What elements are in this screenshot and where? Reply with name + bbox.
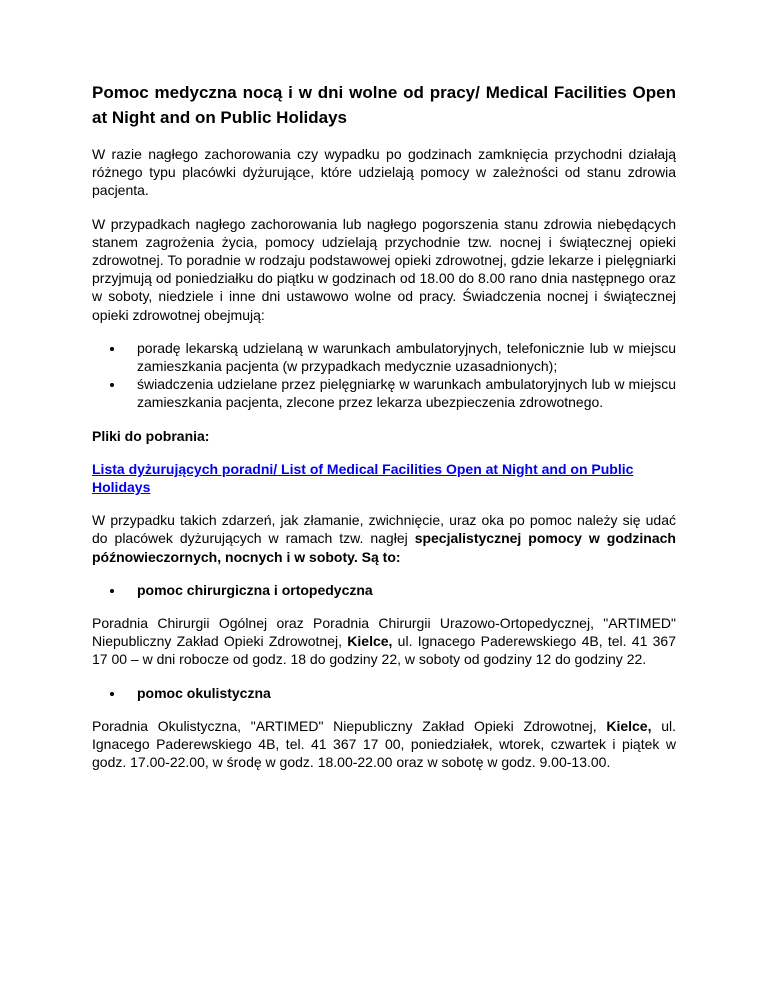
downloads-label: Pliki do pobrania: [92, 427, 210, 444]
page-title: Pomoc medyczna nocą i w dni wolne od pracy/ Medical Facilities Open at Night and on Public Holidays [92, 83, 676, 127]
surgery-paragraph [92, 614, 676, 669]
downloads-section [92, 427, 676, 445]
list-item: • świadczenia udzielane przez pielęgniarkę w warunkach ambulatoryjnych lub w miejscu zamieszkania pacjenta, zlecone przez lekarza ubezpieczenia zdrowotnego. [125, 375, 676, 411]
ophthalmology-text-a: Poradnia Okulistyczna, "ARTIMED" Niepubliczny Zakład Opieki Zdrowotnej, [92, 717, 607, 734]
intro-paragraph: W razie nagłego zachorowania czy wypadku po godzinach zamknięcia przychodni działają różnego typu placówki dyżurujące, które udzielają pomocy w zależności od stanu zdrowia pacjenta. [92, 146, 676, 199]
services-list [92, 339, 676, 412]
specialist-intro-bold: specjalistycznej pomocy w godzinach późnowieczornych, nocnych i w soboty. Są to: [92, 530, 676, 565]
ophthalmology-text-b: ul. Ignacego Paderewskiego 4B, tel. 41 367 17 00, poniedziałek, wtorek, czwartek i piątek w godz. 17.00-22.00, w środę w godz. 18.00-22.00 oraz w sobotę w godz. 9.00-13.00. [92, 717, 676, 771]
surgery-text-a: Poradnia Chirurgii Ogólnej oraz Poradnia Chirurgii Urazowo-Ortopedycznej, "ARTIMED" Niepubliczny Zakład Opieki Zdrowotnej, [92, 615, 676, 650]
ophthalmology-heading: • pomoc okulistyczna [125, 684, 676, 702]
ophthalmology-paragraph [92, 717, 676, 772]
surgery-text-b: ul. Ignacego Paderewskiego 4B, tel. 41 367 17 00 – w dni robocze od godz. 18 do godziny 22, w soboty od godziny 12 do godziny 22. [92, 633, 677, 668]
surgery-city: Kielce, [347, 633, 393, 650]
ophthalmology-heading-list [92, 684, 676, 702]
night-care-paragraph: W przypadkach nagłego zachorowania lub nagłego pogorszenia stanu zdrowia niebędących stanem zagrożenia życia, pomocy udzielają przychodnie tzw. nocnej i świątecznej opieki zdrowotnej. To poradnie w rodzaju podstawowej opieki zdrowotnej, gdzie lekarze i pielęgniarki przyjmują od poniedziałku do piątku w godzinach od 18.00 do 8.00 rano dnia następnego oraz w soboty, niedziele i inne dni ustawowo wolne od pracy. Świadczenia nocnej i świątecznej opieki zdrowotnej obejmują: [92, 215, 676, 323]
download-list-link[interactable]: Lista dyżurujących poradni/ List of Medical Facilities Open at Night and on Public Holidays [92, 460, 634, 496]
download-link-paragraph [92, 460, 676, 496]
surgery-heading-list [92, 581, 676, 599]
specialist-intro-text: W przypadku takich zdarzeń, jak złamanie, zwichnięcie, uraz oka po pomoc należy się udać do placówek dyżurujących w ramach tzw. nagłej [92, 512, 676, 547]
ophthalmology-city: Kielce, [606, 717, 652, 734]
surgery-heading: • pomoc chirurgiczna i ortopedyczna [125, 581, 676, 599]
specialist-intro-paragraph [92, 511, 676, 566]
list-item: • poradę lekarską udzielaną w warunkach ambulatoryjnych, telefonicznie lub w miejscu zamieszkania pacjenta (w przypadkach medycznie uzasadnionych); [125, 339, 676, 375]
